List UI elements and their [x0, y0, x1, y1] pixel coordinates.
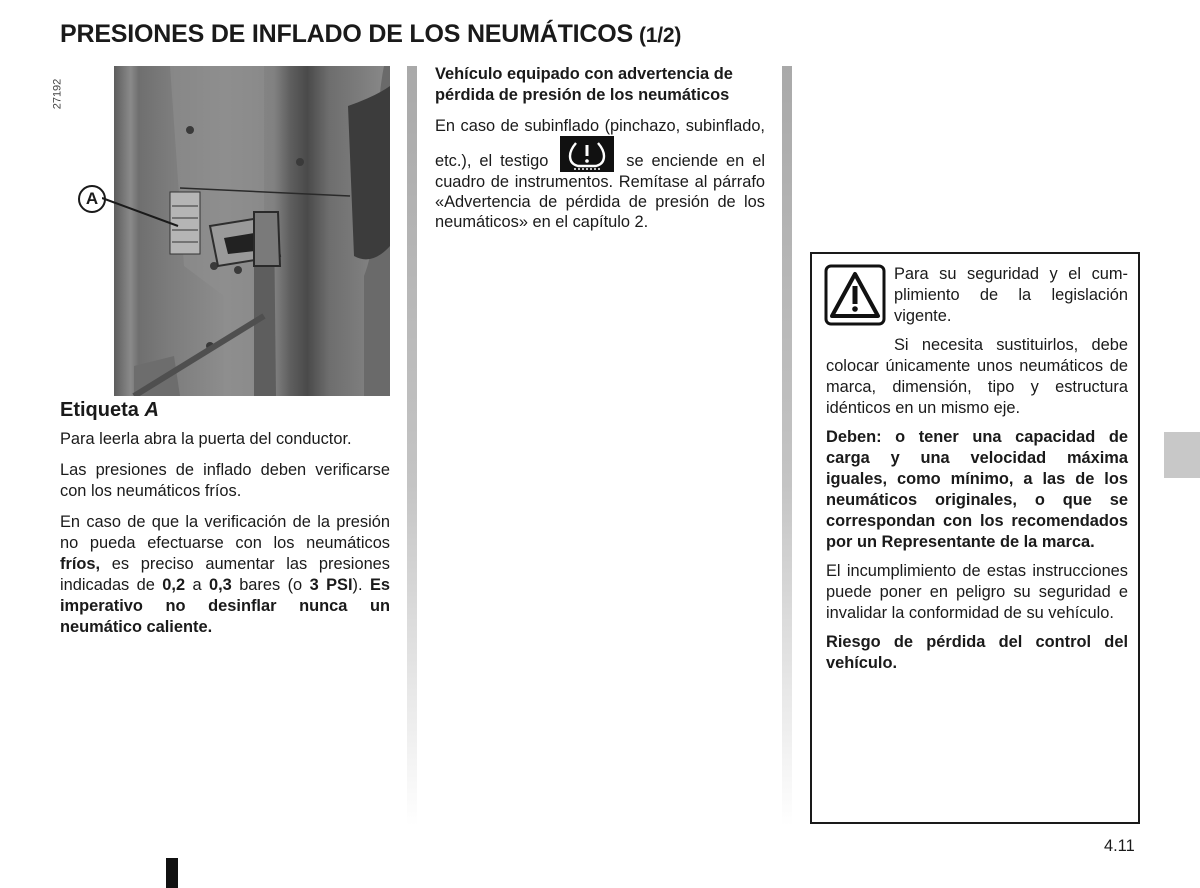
text: se enciende en el cuadro de instrumentos. Remítase al párrafo «Advertencia de pérdida de presión de los neumáticos» en el capítulo 2.: [435, 152, 765, 231]
text-bold: 0,2: [162, 576, 186, 594]
left-column: [60, 400, 390, 648]
warning-text: [826, 264, 1128, 682]
warning-replace: Si necesita sustituirlos, debe colocar únicamente unos neumáticos de marca, dimensión, tipo y estructura idénticos en un mismo eje.: [826, 336, 1128, 417]
chapter-tab: [1164, 432, 1200, 478]
door-latch-illustration: [114, 66, 390, 396]
photo-reference-text: 27192: [51, 78, 64, 110]
paragraph-open-door: Para leerla abra la puerta del conductor.: [60, 430, 352, 448]
tpms-heading: Vehículo equipado con advertencia de pérdida de presión de los neumáticos: [435, 65, 733, 104]
text-bold: Riesgo de pérdida del control del vehículo.: [826, 633, 1128, 672]
safety-warning-box: [810, 252, 1140, 824]
text: ).: [352, 576, 370, 594]
callout-a: A: [78, 185, 106, 213]
tpms-paragraph: [435, 116, 765, 232]
label-heading: [60, 400, 390, 421]
title-text: PRESIONES DE INFLADO DE LOS NEUMÁTICOS: [60, 20, 634, 48]
warning-risk: [826, 632, 1128, 674]
text: En caso de subinflado (pinchazo, subinflado, etc.), el testigo: [435, 117, 765, 170]
title-part: (1/2): [639, 24, 682, 47]
middle-column: [435, 64, 765, 232]
paragraph-cold-tyres: Las presiones de inflado deben verificarse con los neumáticos fríos.: [60, 461, 390, 500]
callout-leader-line: [102, 196, 182, 230]
heading-prefix: Etiqueta: [60, 399, 139, 421]
text-bold: fríos,: [60, 555, 101, 573]
separator-left: [407, 66, 417, 826]
page-number: 4.11: [1104, 837, 1135, 855]
text: bares (o: [231, 576, 310, 594]
page-title: [60, 20, 681, 49]
text-bold: 0,3: [209, 576, 232, 594]
crop-mark: [166, 858, 178, 888]
warning-intro: Para su seguridad y el cumplimiento de la legislación vigente.: [894, 265, 1128, 325]
door-photo: [114, 66, 390, 396]
photo-reference: [51, 68, 82, 128]
text-bold: Deben: o tener una capacidad de carga y una velocidad máxima iguales, como mínimo, a las de los neumáticos originales, o que se correspondan con los recomendados por un Representante de la marca.: [826, 428, 1128, 551]
text: es preciso aumentar las presiones indicadas de: [60, 555, 390, 594]
paragraph-pressure-adjust: [60, 512, 390, 638]
text: En caso de que la verificación de la presión no pueda efectuarse con los neumáticos: [60, 513, 390, 552]
heading-label: A: [144, 399, 159, 421]
warning-requirements: [826, 427, 1128, 553]
warning-noncompliance: El incumplimiento de estas instrucciones puede poner en peligro su seguridad e invalidar la conformidad de su vehículo.: [826, 562, 1128, 622]
text-bold: 3 PSI: [309, 576, 353, 594]
text-bold: Es imperativo no desinflar nunca un neumático caliente.: [60, 576, 390, 636]
tpms-warning-icon: [560, 136, 614, 172]
separator-right: [782, 66, 792, 826]
text: a: [185, 576, 209, 594]
